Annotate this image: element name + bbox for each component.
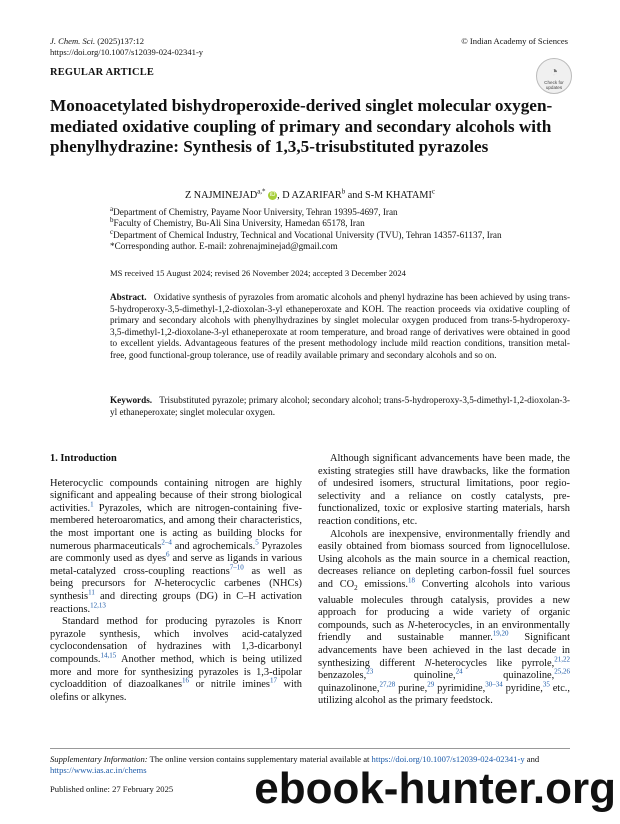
section-heading: 1. Introduction [50, 453, 117, 464]
left-column [50, 453, 302, 704]
article-title: Monoacetylated bishydroperoxide-derived singlet molecular oxygen-mediated oxidative coupling of primary and secondary alcohols with phenylhydrazine: Synthesis of 1,3,5-trisubstituted pyrazoles [50, 96, 553, 156]
abstract [110, 292, 570, 362]
intro-paragraph-1: Heterocyclic compounds containing nitrogen are highly significant and appealing because of their strong biological activities.$^1$ Pyrazoles, which are nitrogen-containing five-membered heteroaromatics, and among their characteristics, the most important one is acting as building blocks for numerous pharmaceuticals$^{2-4}$ and agrochemicals.$^5$ Pyrazoles are commonly used as dyes$^6$ and serve as ligands in various metal-catalyzed cross-coupling reactions$^{7-10}$ as well as being precursors for N-heterocyclic carbenes (NHCs) synthesis$^{11}$ and directing groups (DG) in C–H activation reactions.$^{12,13}$ [50, 477, 303, 615]
intro-paragraph-2: Standard method for producing pyrazoles is Knorr pyrazole synthesis, which involves acid-catalyzed cyclocondensation of hydrazines with 1,3-dicarbonyl compounds.$^{14,15}$ Another method, which is being utilized more and more for synthesizing pyrazoles is 1,3-dipolar cycloaddition of diazoalkanes$^{16}$ or nitrile imines$^{17}$ with olefins or alkynes. [50, 616, 302, 703]
badge-label: Check for updates [544, 80, 564, 90]
check-for-updates-badge[interactable] [536, 58, 572, 94]
supp-link-journal[interactable]: https://www.ias.ac.in/chems [50, 765, 147, 775]
keywords-text: Trisubstituted pyrazole; primary alcohol; secondary alcohol; trans-5-hydroperoxy-3,5-dimethyl-1,2-dioxolan-3-yl ethaneperoxate; singlet molecular oxygen. [110, 395, 570, 417]
abstract-label: Abstract. [110, 292, 147, 302]
check-for-updates-icon: ◔ [549, 63, 559, 79]
corresponding-author: *Corresponding author. E-mail: zohrenajminejad@gmail.com [110, 241, 338, 252]
journal-name: J. Chem. Sci. [50, 36, 96, 46]
published-date: Published online: 27 February 2025 [50, 784, 174, 794]
author-list: Z $NAJMINEJAD^{a,*}$ iD , D AZARIFAR$^b$ and S-M KHATAMI$^c$ [185, 187, 435, 201]
supp-link-doi[interactable]: https://doi.org/10.1007/s12039-024-02341-y [371, 754, 525, 764]
keywords-label: Keywords. [110, 395, 153, 405]
abstract-text: Oxidative synthesis of pyrazoles from aromatic alcohols and phenyl hydrazine has been achieved by using trans-5-hydroperoxy-3,5-dimethyl-1,2-dioxolan-3-yl ethaneperoxate and KOH. The reaction proceeds via oxidative coupling of primary and secondary alcohols with phenylhydrazines by singlet molecular oxygen produced from trans-5-hydroperoxy-3,5-dimethyl-1,2-dioxolane-3-yl ethaneperoxate at room temperature, and broad range of derivatives were obtained in good to excellent yields. Advantageous features of the present methodology include mild reaction conditions, transition metal-free, good functional-group tolerance, use of readily available primary and secondary alcohols and so on. [110, 292, 571, 360]
journal-header [50, 36, 203, 58]
orcid-icon[interactable]: iD [269, 192, 276, 199]
right-column [318, 453, 570, 708]
affiliation-a: $^a$Department of Chemistry, Payame Noor University, Tehran 19395-4697, Iran [110, 204, 398, 217]
supp-label: Supplementary Information: [50, 754, 148, 764]
watermark [150, 757, 620, 817]
journal-citation: (2025)137:12 [97, 36, 145, 46]
watermark-text: ebook-hunter.org [254, 764, 616, 813]
footnote-divider [50, 748, 570, 749]
keywords [110, 395, 570, 418]
publisher-notice: © Indian Academy of Sciences [461, 36, 568, 46]
affiliations [110, 204, 502, 253]
supplementary-info: Supplementary Information: The online version contains supplementary material available at https://doi.org/10.1007/s12039-024-02341-y and https://www.ias.ac.in/chems [50, 754, 540, 775]
received-dates: MS received 15 August 2024; revised 26 November 2024; accepted 3 December 2024 [110, 268, 406, 278]
intro-paragraph-4: Alcohols are inexpensive, environmentally friendly and easily obtained from biomass sourced from lignocellulose. Using alcohols as the main source in a chemical reaction, decreases reliance on depleting carbon-fossil fuel sources and $CO_2$ emissions.$^{18}$ Converting alcohols into various valuable molecules through catalysis, provides a new approach for producing a wide variety of organic compounds, such as N-heterocycles, in an environmentally friendly and sustainable manner.$^{19,20}$ Significant advancements have been achieved in the last decade in synthesizing different N-heterocycles like pyrrole,$^{21,22}$ benzazoles,$^{23}$ quinoline,$^{24}$ quinazoline,$^{25,26}$ quinazolinone,$^{27,28}$ purine,$^{29}$ pyrimidine,$^{30-34}$ pyridine,$^{35}$ etc., utilizing alcohol as the primary feedstock. [318, 528, 570, 707]
affiliation-c: $^c$Department of Chemical Industry, Technical and Vocational University (TVU), Tehran 14357-61137, Iran [110, 227, 502, 240]
intro-paragraph-3: Although significant advancements have been made, the existing strategies still have drawbacks, like the formation of undesired isomers, structural limitations, poor regio-selectivity and a reliance on costly catalysts, pre-functionalized, toxic or explosive starting materials, harsh reaction conditions, etc. [318, 453, 570, 527]
article-type: REGULAR ARTICLE [50, 67, 154, 78]
affiliation-b: $^b$Faculty of Chemistry, Bu-Ali Sina University, Hamedan 65178, Iran [110, 216, 365, 229]
doi-link[interactable]: https://doi.org/10.1007/s12039-024-02341-y [50, 47, 204, 57]
